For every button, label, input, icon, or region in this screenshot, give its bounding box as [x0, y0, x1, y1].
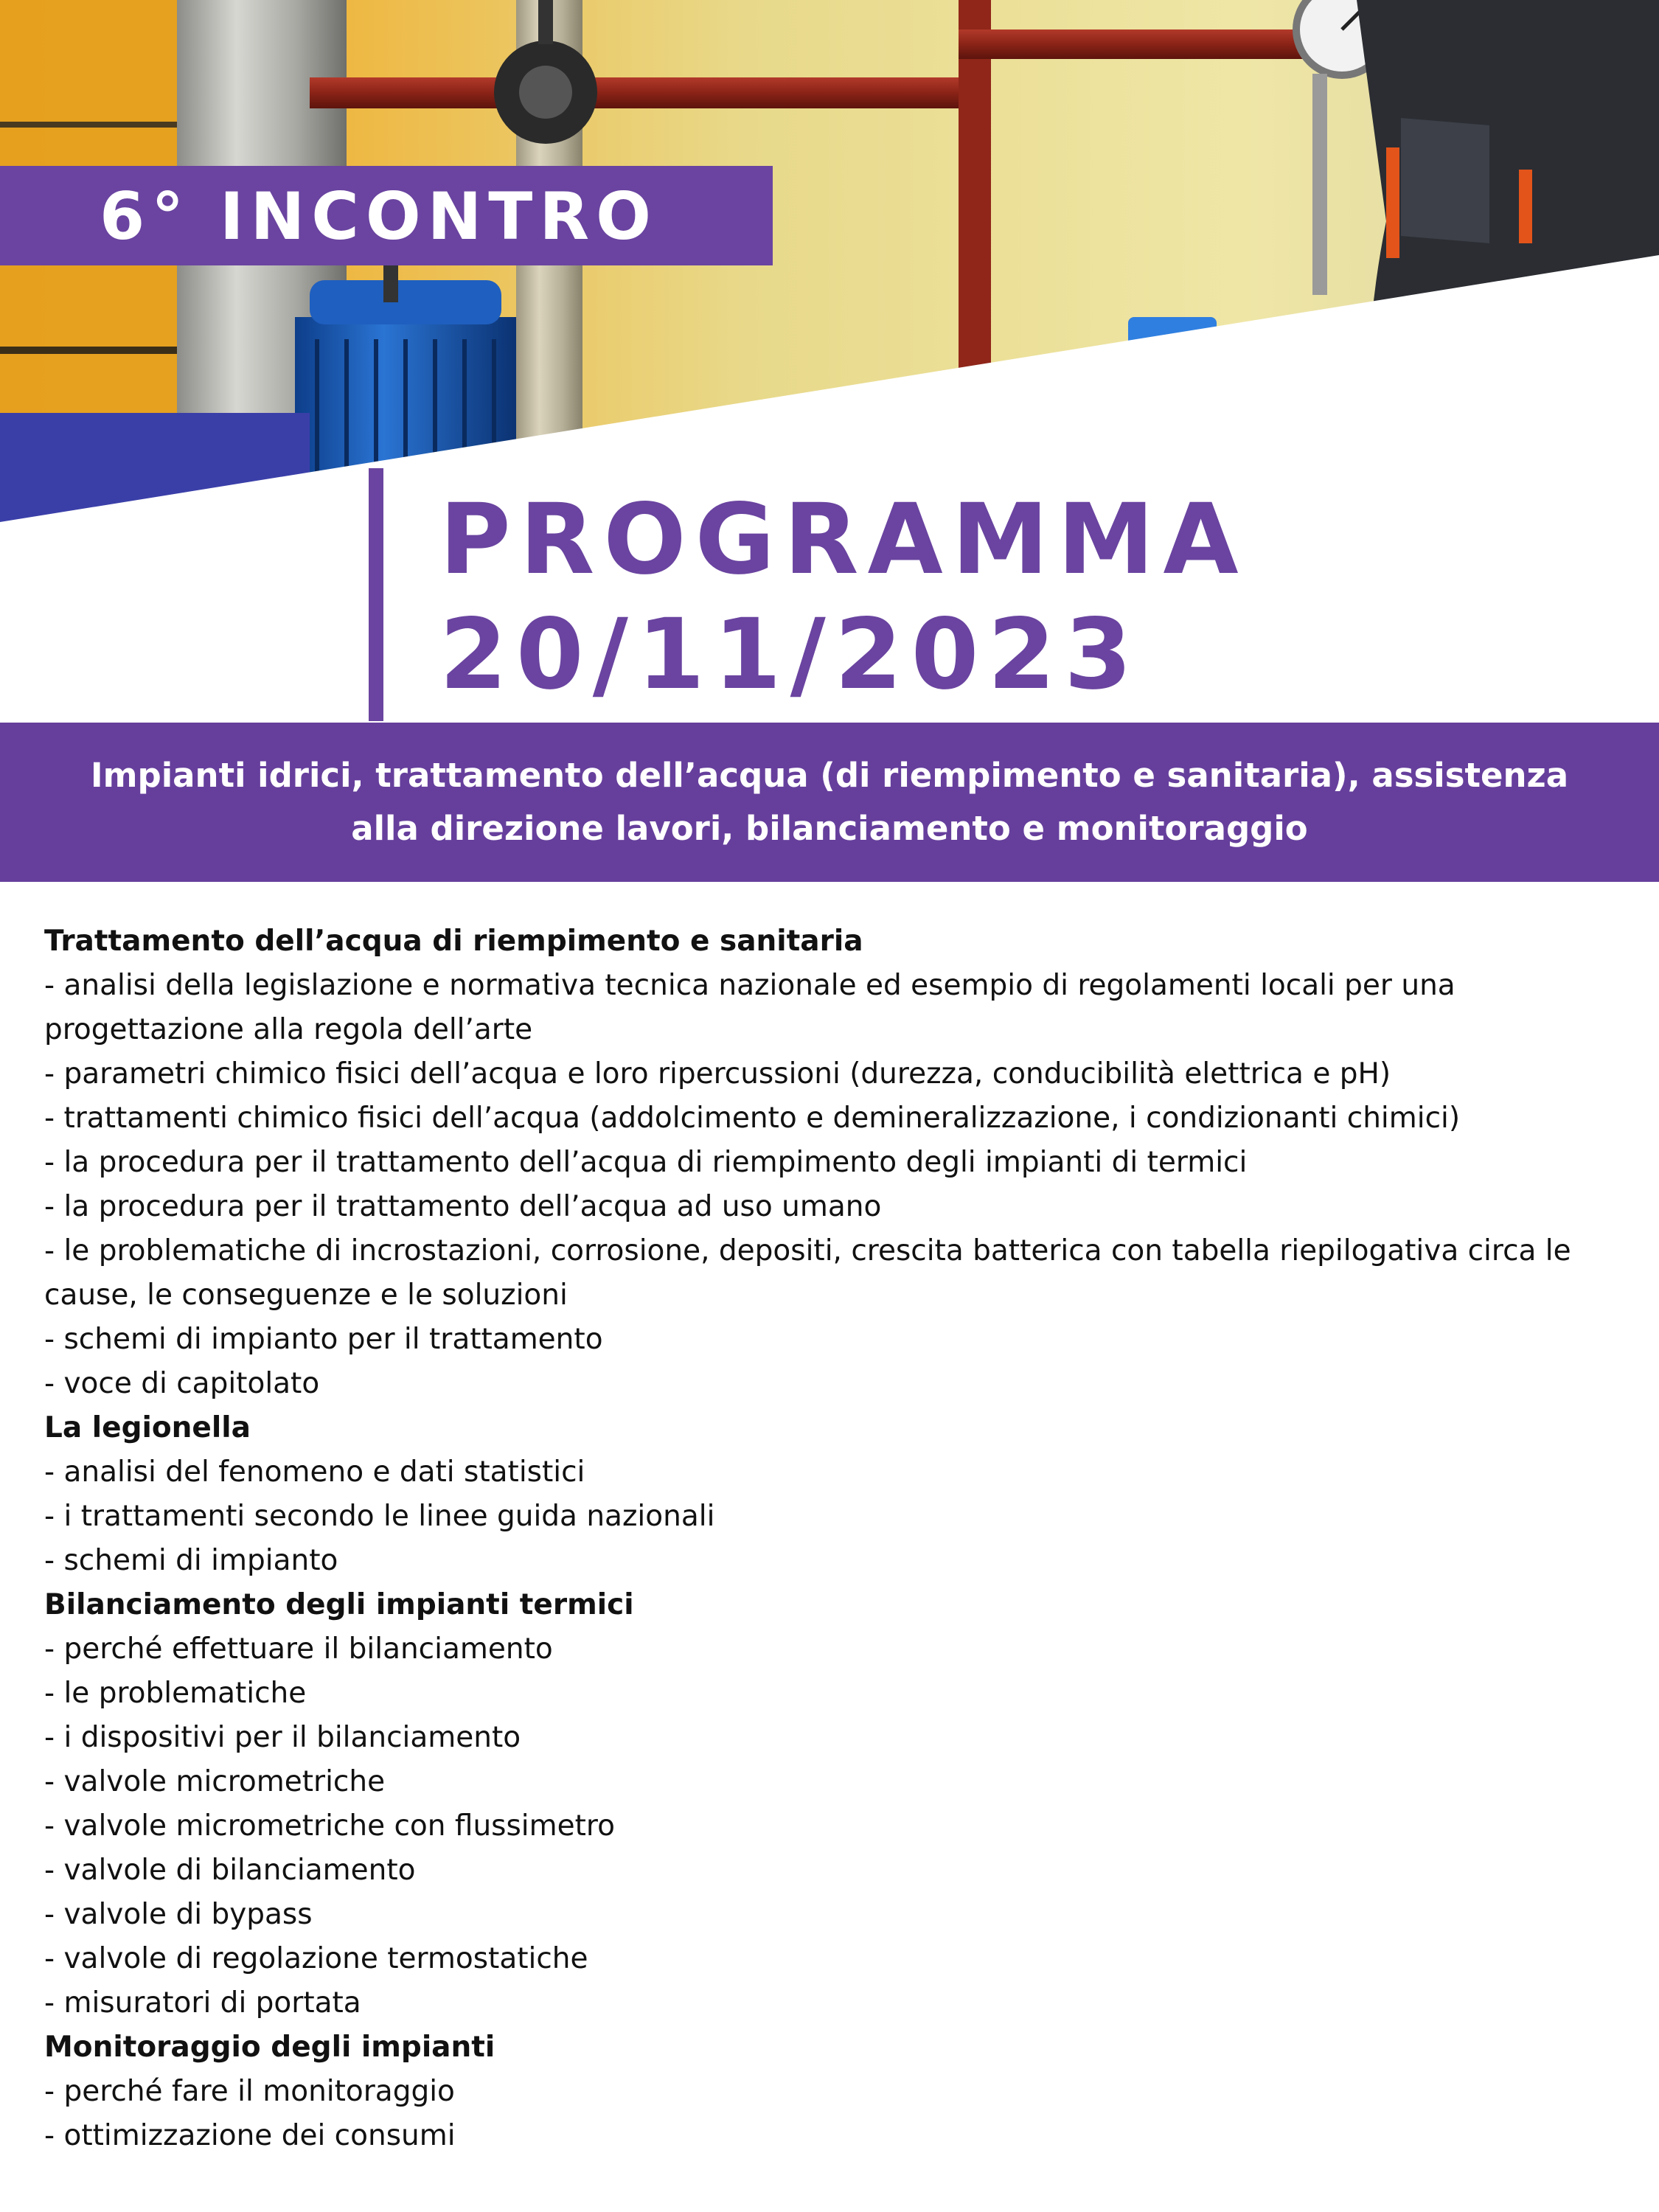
section-heading-legionella: La legionella	[44, 1411, 251, 1444]
list-item: - perché effettuare il bilanciamento	[44, 1632, 553, 1666]
list-item: - la procedura per il trattamento dell’acqua ad uso umano	[44, 1190, 882, 1223]
subtitle: Impianti idrici, trattamento dell’acqua (di riempimento e sanitaria), assistenza alla direzione lavori, bilanciamento e monitoraggio	[90, 756, 1569, 848]
meeting-number-label: 6° INCONTRO	[100, 178, 658, 254]
event-date: 20/11/2023	[439, 598, 1141, 712]
page-title: PROGRAMMA	[439, 483, 1248, 597]
list-item: - perché fare il monitoraggio	[44, 2075, 455, 2108]
list-item: - ottimizzazione dei consumi	[44, 2119, 456, 2152]
list-item: - trattamenti chimico fisici dell’acqua (addolcimento e demineralizzazione, i condizionanti chimici)	[44, 1102, 1461, 1135]
list-item: - parametri chimico fisici dell’acqua e loro ripercussioni (durezza, conducibilità elettrica e pH)	[44, 1057, 1391, 1091]
list-item: - voce di capitolato	[44, 1367, 320, 1400]
list-item: - analisi del fenomeno e dati statistici	[44, 1455, 585, 1489]
section-heading-water-treatment: Trattamento dell’acqua di riempimento e sanitaria	[44, 925, 863, 958]
list-item: - valvole di bilanciamento	[44, 1854, 416, 1887]
list-item: - schemi di impianto per il trattamento	[44, 1323, 603, 1356]
list-item: - valvole micrometriche con flussimetro	[44, 1809, 615, 1843]
subtitle-band	[0, 723, 1659, 882]
list-item: - valvole di regolazione termostatiche	[44, 1942, 588, 1975]
list-item: - misuratori di portata	[44, 1986, 361, 2020]
list-item: - schemi di impianto	[44, 1544, 338, 1577]
list-item: - analisi della legislazione e normativa tecnica nazionale ed esempio di regolamenti locali per una progettazione alla regola dell’arte	[44, 969, 1455, 1046]
list-item: - le problematiche di incrostazioni, corrosione, depositi, crescita batterica con tabella riepilogativa circa le cause, le conseguenze e le soluzioni	[44, 1234, 1571, 1312]
program-list	[44, 919, 1630, 2158]
list-item: - i trattamenti secondo le linee guida nazionali	[44, 1500, 715, 1533]
section-heading-balancing: Bilanciamento degli impianti termici	[44, 1588, 634, 1621]
title-accent-bar	[369, 468, 383, 721]
list-item: - valvole micrometriche	[44, 1765, 386, 1798]
list-item: - valvole di bypass	[44, 1898, 313, 1931]
list-item: - la procedura per il trattamento dell’acqua di riempimento degli impianti di termici	[44, 1146, 1248, 1179]
section-heading-monitoring: Monitoraggio degli impianti	[44, 2031, 495, 2064]
list-item: - le problematiche	[44, 1677, 307, 1710]
list-item: - i dispositivi per il bilanciamento	[44, 1721, 521, 1754]
